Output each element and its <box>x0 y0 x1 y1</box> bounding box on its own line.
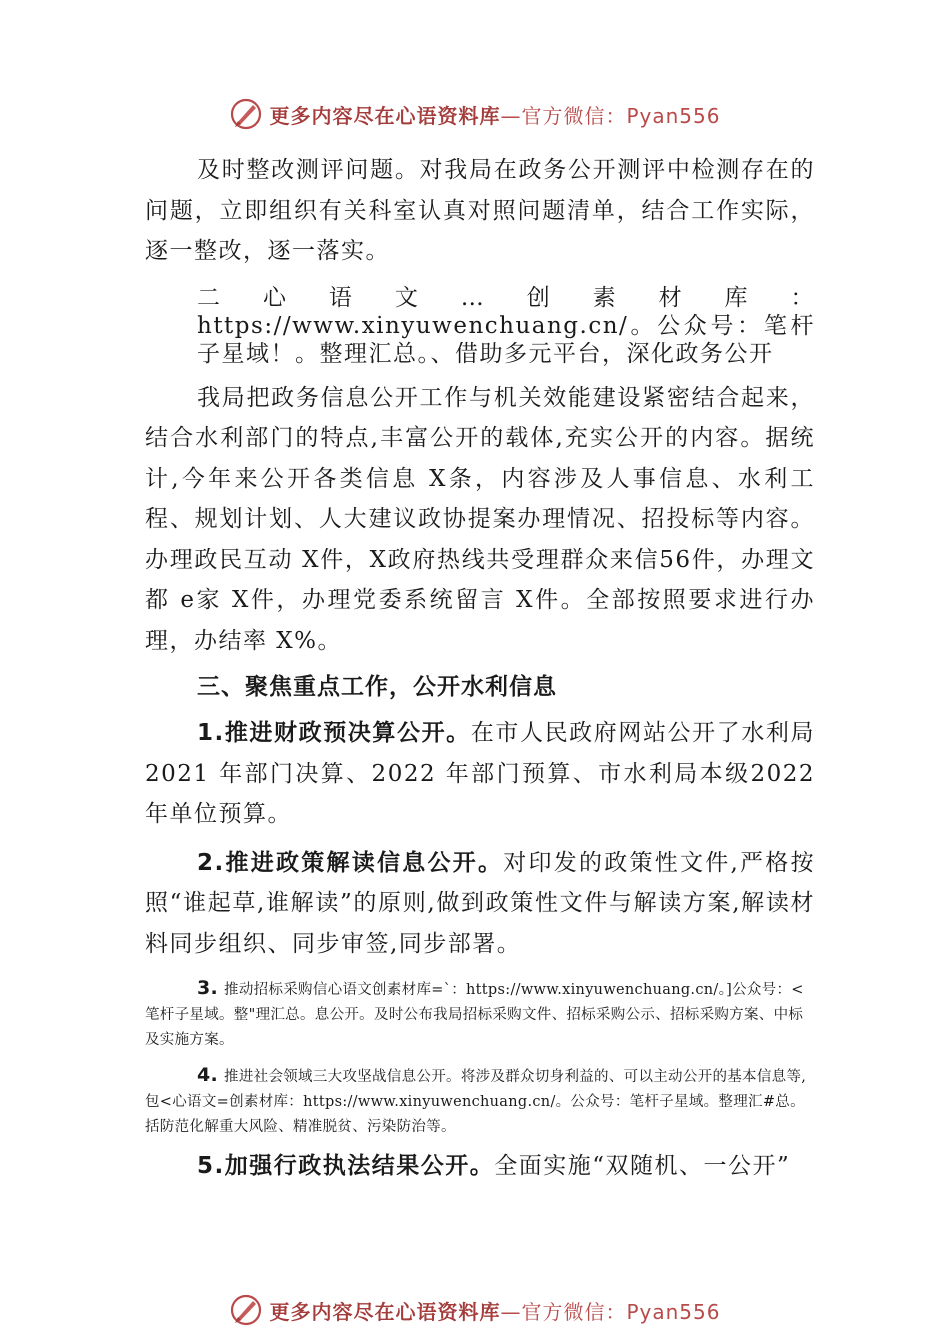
item-2 <box>145 843 815 965</box>
item-5 <box>145 1146 815 1187</box>
item-5-lead: 5.加强行政执法结果公开。 <box>197 1153 495 1179</box>
logo-icon <box>229 1293 263 1327</box>
item-5-text: 全面实施“双随机、一公开” <box>494 1153 791 1179</box>
item-2-text: 对印发的政策性文件,严格按照“谁起草,谁解读”的原则,做到政策性文件与解读方案,解读材料同步组织、同步审签,同步部署。 <box>145 849 815 957</box>
paragraph-rectification: 及时整改测评问题。对我局在政务公开测评中检测存在的问题，立即组织有关科室认真对照问题清单，结合工作实际，逐一整改，逐一落实。 <box>145 157 815 264</box>
logo-icon <box>229 97 263 131</box>
document-body <box>145 150 815 1187</box>
item-2-lead: 2.推进政策解读信息公开。 <box>197 849 504 876</box>
item-1-lead: 1.推进财政预决算公开。 <box>197 720 471 746</box>
item-3-number: 3. <box>197 977 219 999</box>
footer-banner <box>0 1290 950 1330</box>
header-banner <box>0 94 950 134</box>
item-4-text: 推进社会领域三大攻坚战信息公开。将涉及群众切身利益的、可以主动公开的基本信息等,包<心语文=创素材库：https://www.xinyuwenchuang.cn/。公众号：笔杆子星域。整理汇#总。括防范化解重大风险、精准脱贫、污染防治等。 <box>145 1069 807 1135</box>
item-3 <box>145 976 815 1053</box>
item-3-text: 推动招标采购信心语文创素材库=`：https://www.xinyuwenchuang.cn/。]公众号：<笔杆子星域。整"理汇总。息公开。及时公布我局招标采购文件、招标采购公示、招标采购方案、中标及实施方案。 <box>145 982 804 1048</box>
paragraph-platform-heading: 二心语文…创素材库：https://www.xinyuwenchuang.cn/。公众号：笔杆子星域！。整理汇总。、借助多元平台，深化政务公开 <box>197 284 815 367</box>
item-4 <box>145 1063 815 1140</box>
item-1 <box>145 713 815 835</box>
item-1-text: 在市人民政府网站公开了水利局 2021 年部门决算、2022 年部门预算、市水利局本级2022年单位预算。 <box>145 720 815 827</box>
paragraph-statistics: 我局把政务信息公开工作与机关效能建设紧密结合起来，结合水利部门的特点,丰富公开的载体,充实公开的内容。据统计,今年来公开各类信息 X条，内容涉及人事信息、水利工程、规划计划、人大建议政协提案办理情况、招投标等内容。办理政民互动 X件，X政府热线共受理群众来信56件，办理文都 e家 X件，办理党委系统留言 X件。全部按照要求进行办理，办结率 X%。 <box>145 384 815 654</box>
banner-text: 更多内容尽在心语资料库—官方微信：Pyan556 <box>269 1299 721 1324</box>
section-heading-3: 三、聚焦重点工作，公开水利信息 <box>197 674 557 700</box>
banner-text: 更多内容尽在心语资料库—官方微信：Pyan556 <box>269 103 721 128</box>
item-4-number: 4. <box>197 1064 219 1086</box>
